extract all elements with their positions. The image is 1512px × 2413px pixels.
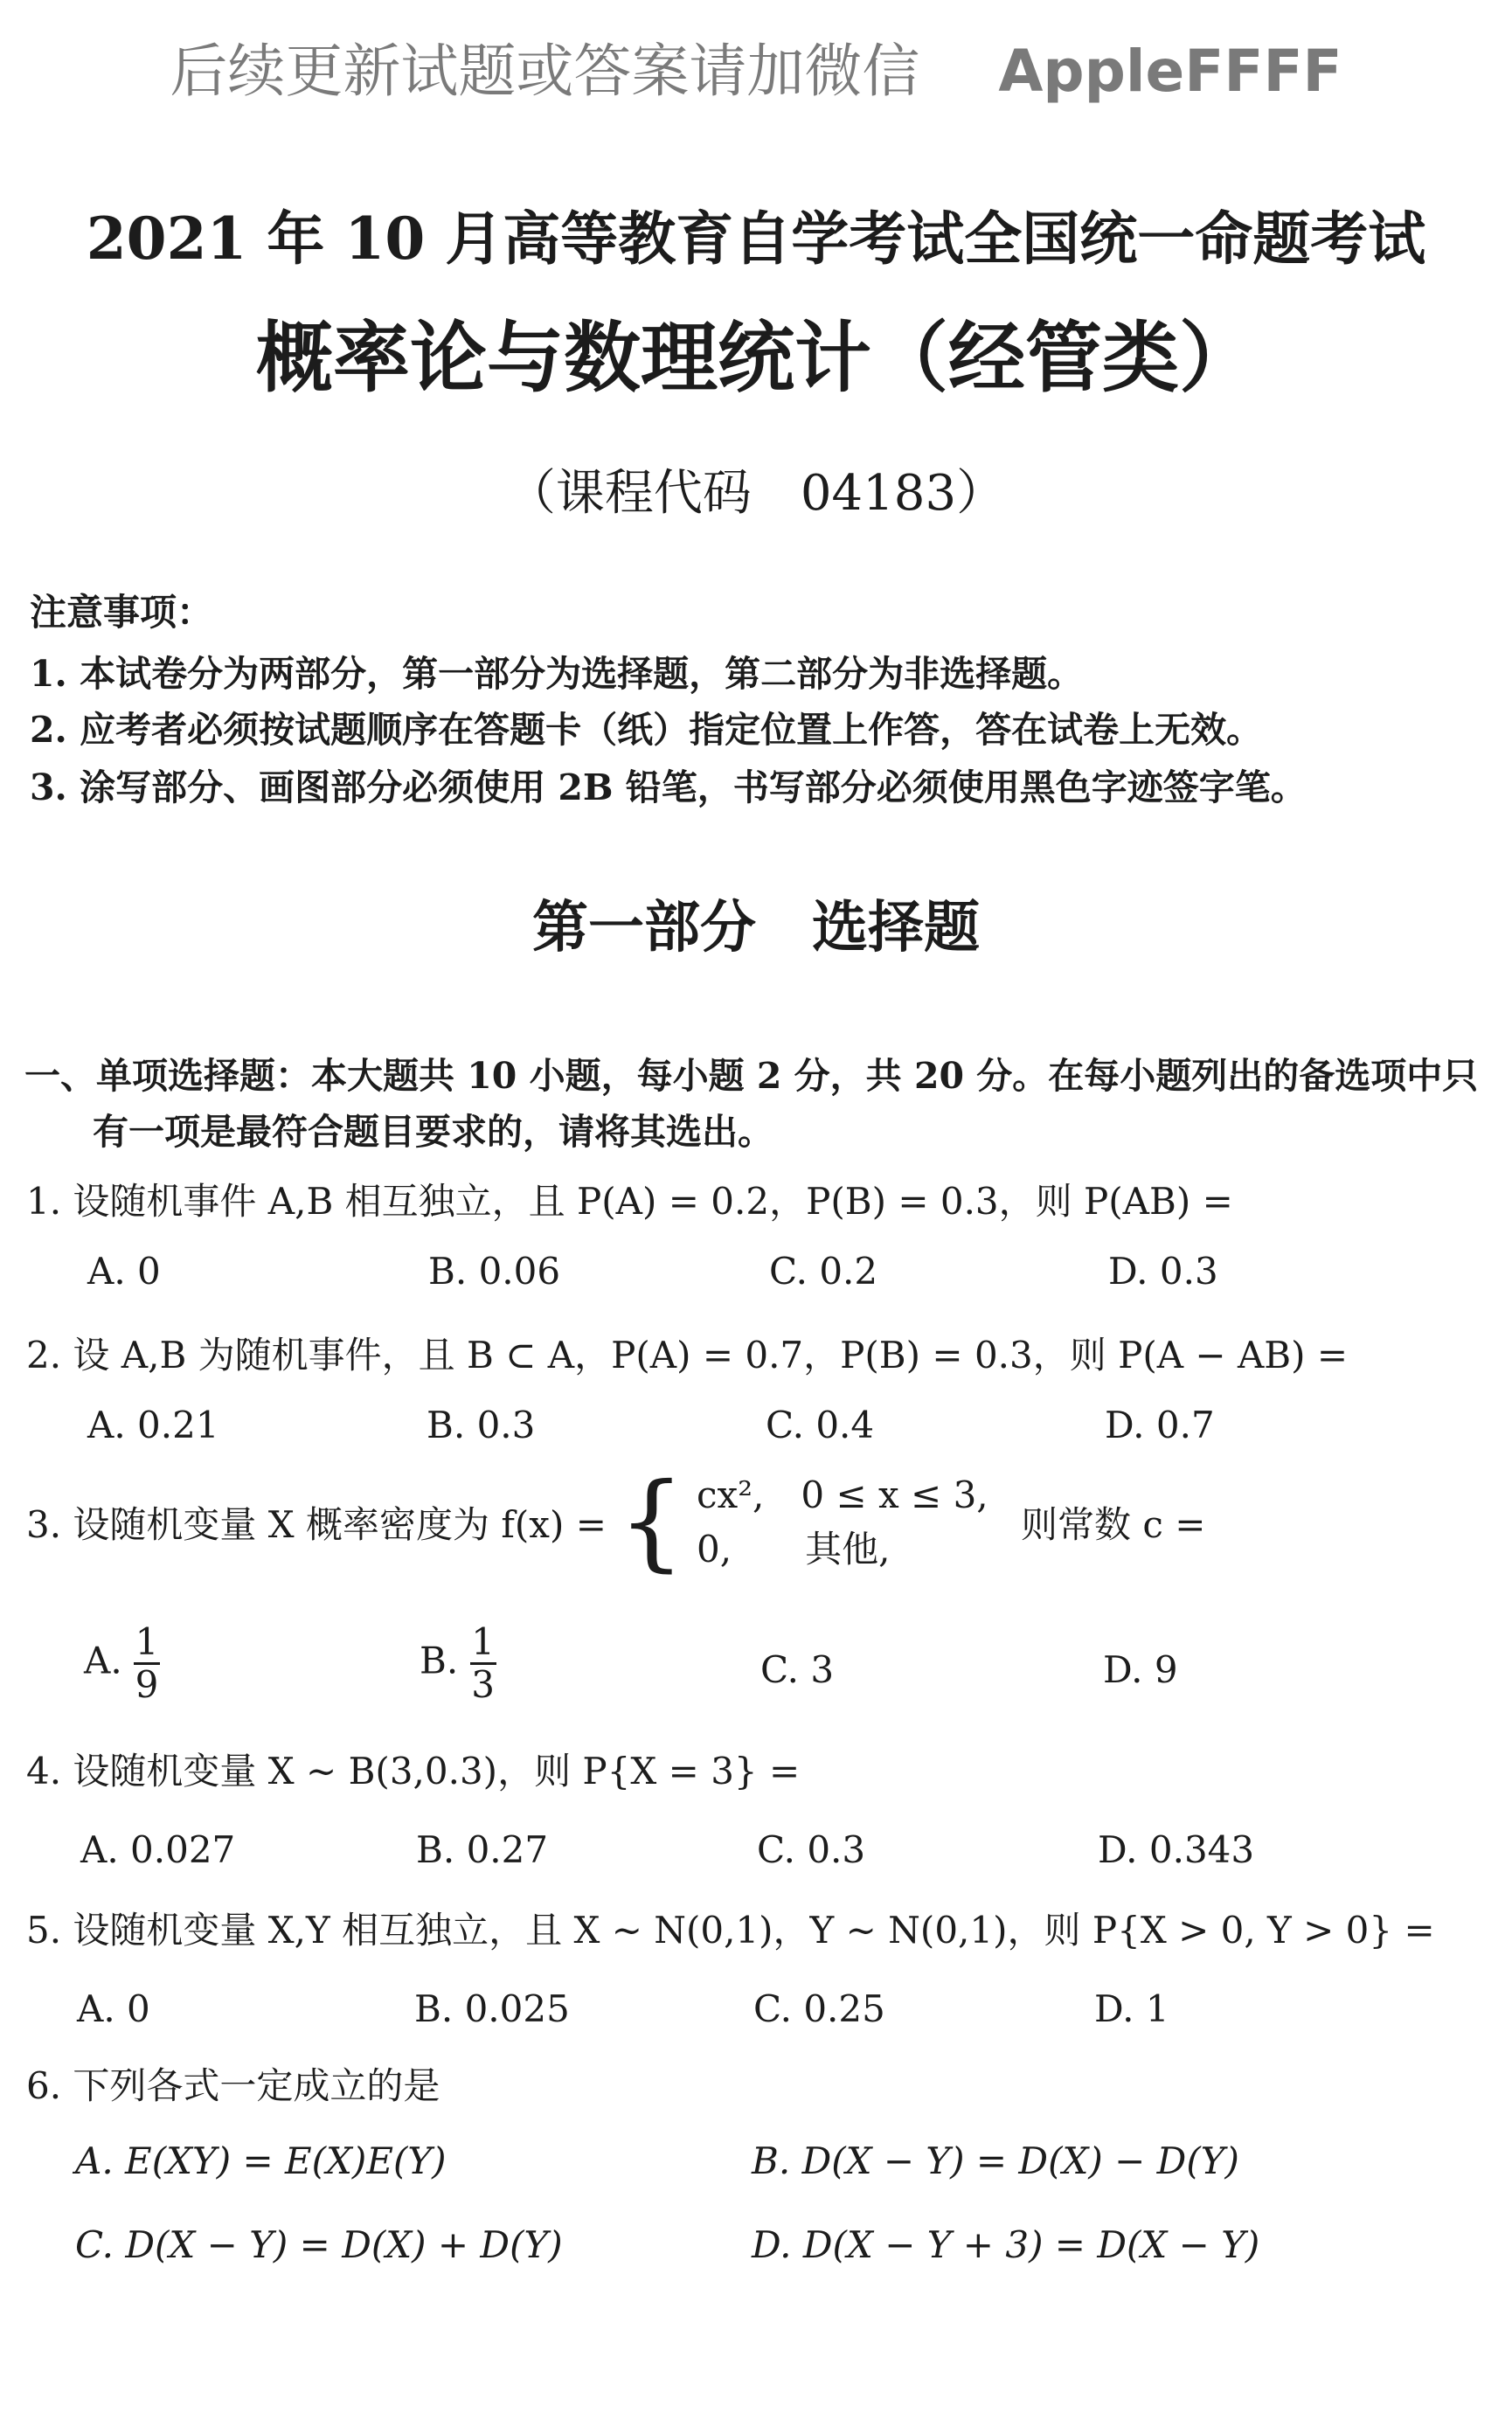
option-b: B. 0.3 (427, 1404, 536, 1446)
piecewise-cases (697, 1468, 988, 1577)
subject-title: 概率论与数理统计（经管类） (255, 312, 1256, 403)
question-stem: 6. 下列各式一定成立的是 (26, 2064, 440, 2107)
option-c: C. 0.2 (769, 1250, 878, 1293)
question-stem-post: 则常数 c = (1021, 1503, 1206, 1546)
option-d: D. D(X − Y + 3) = D(X − Y) (752, 2223, 1260, 2266)
notice-item: 1. 本试卷分为两部分，第一部分为选择题，第二部分为非选择题。 (30, 653, 1084, 695)
option-c: C. 3 (760, 1648, 835, 1691)
option-d: D. 0.3 (1108, 1250, 1218, 1293)
option-c: C. 0.4 (766, 1404, 875, 1446)
denominator: 9 (135, 1663, 159, 1706)
numerator: 1 (135, 1620, 159, 1663)
option-b: B. 0.025 (414, 1987, 570, 2030)
option-a (84, 1622, 160, 1705)
option-a: A. 0 (77, 1987, 150, 2030)
option-c: C. 0.25 (753, 1987, 885, 2030)
exam-title: 2021 年 10 月高等教育自学考试全国统一命题考试 (86, 205, 1426, 273)
option-label: B. (420, 1639, 459, 1682)
option-b: B. 0.06 (428, 1250, 561, 1293)
case-1: cx², 0 ≤ x ≤ 3, (697, 1473, 988, 1516)
denominator: 3 (471, 1663, 495, 1706)
section-heading: 一、单项选择题：本大题共 10 小题，每小题 2 分，共 20 分。在每小题列出的备选项中只 (24, 1055, 1479, 1097)
option-b: B. D(X − Y) = D(X) − D(Y) (752, 2139, 1239, 2182)
question-stem: 2. 设 A,B 为随机事件，且 B ⊂ A，P(A) = 0.7，P(B) = 0.3，则 P(A − AB) = (26, 1334, 1349, 1376)
option-b: B. 0.27 (416, 1828, 549, 1871)
course-code: （课程代码 04183） (506, 465, 1006, 522)
watermark-banner (0, 24, 1512, 107)
option-c: C. D(X − Y) = D(X) + D(Y) (75, 2223, 563, 2266)
option-d: D. 9 (1103, 1648, 1178, 1691)
banner-text: 后续更新试题或答案请加微信 (170, 38, 920, 105)
option-d: D. 1 (1094, 1987, 1169, 2030)
banner-tag: AppleFFFF (998, 38, 1342, 105)
fraction (470, 1622, 496, 1705)
option-label: A. (84, 1639, 122, 1682)
numerator: 1 (471, 1620, 495, 1663)
notice-item: 2. 应考者必须按试题顺序在答题卡（纸）指定位置上作答，答在试卷上无效。 (30, 709, 1263, 751)
option-b (420, 1622, 496, 1705)
notice-item: 3. 涂写部分、画图部分必须使用 2B 铅笔，书写部分必须使用黑色字迹签字笔。 (30, 766, 1307, 808)
question-stem: 1. 设随机事件 A,B 相互独立，且 P(A) = 0.2，P(B) = 0.3，则 P(AB) = (26, 1180, 1233, 1223)
part-title: 第一部分 选择题 (532, 895, 980, 960)
option-d: D. 0.343 (1098, 1828, 1255, 1871)
question-stem: 4. 设随机变量 X ~ B(3,0.3)，则 P{X = 3} = (26, 1750, 801, 1792)
option-a: A. 0 (87, 1250, 161, 1293)
notice-heading: 注意事项： (30, 591, 214, 634)
option-a: A. 0.21 (87, 1404, 219, 1446)
fraction (134, 1622, 160, 1705)
question-stem-piecewise (26, 1461, 1206, 1583)
option-c: C. 0.3 (757, 1828, 866, 1871)
option-d: D. 0.7 (1105, 1404, 1215, 1446)
option-a: A. 0.027 (80, 1828, 236, 1871)
question-stem-pre: 3. 设随机变量 X 概率密度为 f(x) = (26, 1503, 607, 1546)
question-stem: 5. 设随机变量 X,Y 相互独立，且 X ~ N(0,1)，Y ~ N(0,1)，则 P{X > 0, Y > 0} = (26, 1909, 1435, 1952)
option-a: A. E(XY) = E(X)E(Y) (75, 2139, 447, 2182)
case-2: 0, 其他, (697, 1528, 891, 1571)
section-heading-cont: 有一项是最符合题目要求的，请将其选出。 (93, 1111, 773, 1153)
brace-glyph: { (618, 1461, 685, 1583)
